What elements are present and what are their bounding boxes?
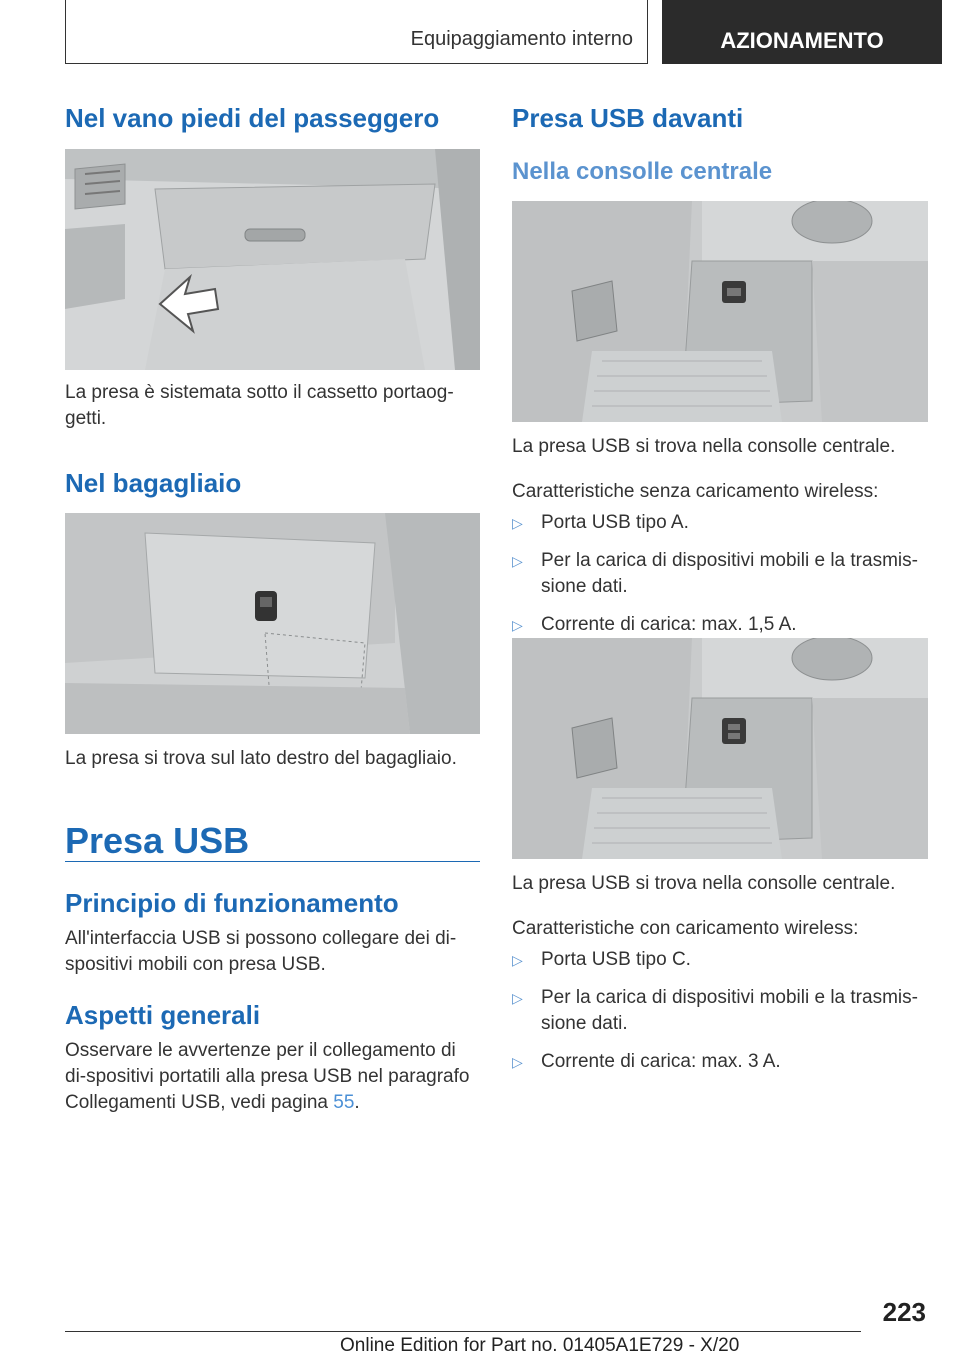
heading-front-usb: Presa USB davanti [512, 103, 744, 133]
intro-without-wireless: Caratteristiche senza caricamento wireless: [512, 481, 879, 502]
title-usb: Presa USB [65, 820, 250, 861]
title-underline [65, 861, 480, 862]
heading-general: Aspetti generali [65, 1000, 261, 1030]
page-number: 223 [882, 1297, 926, 1327]
list-item: ▷ Per la carica di dispositivi mobili e la trasmis-sione dati. [512, 987, 918, 1034]
subheading-center-console: Nella consolle centrale [512, 158, 773, 185]
list-item: ▷ Per la carica di dispositivi mobili e la trasmis-sione dati. [512, 550, 918, 597]
caption-console-usb-a: La presa USB si trova nella consolle centrale. [512, 436, 896, 457]
list-with-wireless [512, 947, 928, 1087]
footer-rule [65, 1331, 861, 1332]
heading-principle: Principio di funzionamento [65, 888, 399, 918]
list-item: ▷ Porta USB tipo C. [512, 947, 928, 973]
list-without-wireless [512, 510, 928, 650]
text-principle: All'interfaccia USB si possono collegare dei di-spositivi mobili con presa USB. [65, 928, 457, 975]
footer-edition: Online Edition for Part no. 01405A1E729 - X/20 [340, 1335, 740, 1356]
heading-trunk: Nel bagagliaio [65, 468, 242, 498]
image-trunk [65, 513, 480, 734]
intro-with-wireless: Caratteristiche con caricamento wireless: [512, 918, 859, 939]
list-item: ▷ Corrente di carica: max. 3 A. [512, 1049, 928, 1075]
heading-passenger-footwell: Nel vano piedi del passeggero [65, 103, 440, 133]
triangle-bullet-icon: ▷ [512, 990, 523, 1006]
page-link[interactable]: 55 [333, 1092, 355, 1113]
caption-console-usb-c: La presa USB si trova nella consolle centrale. [512, 873, 896, 894]
caption-passenger-footwell: La presa è sistemata sotto il cassetto portaog-getti. [65, 382, 454, 429]
header-chapter-tab[interactable]: AZIONAMENTO [662, 0, 942, 64]
triangle-bullet-icon: ▷ [512, 1054, 523, 1070]
list-item: ▷ Porta USB tipo A. [512, 510, 928, 536]
image-passenger-footwell [65, 149, 480, 370]
list-item: ▷ Corrente di carica: max. 1,5 A. [512, 612, 928, 638]
image-console-usb-a [512, 201, 928, 422]
triangle-bullet-icon: ▷ [512, 617, 523, 633]
text-general: Osservare le avvertenze per il collegamento di di-spositivi portatili alla presa USB nel paragrafo Collegamenti USB, vedi pagina 55. [65, 1040, 470, 1113]
caption-trunk: La presa si trova sul lato destro del bagagliaio. [65, 748, 457, 769]
triangle-bullet-icon: ▷ [512, 952, 523, 968]
header-section-title: Equipaggiamento interno [410, 28, 633, 50]
triangle-bullet-icon: ▷ [512, 515, 523, 531]
image-console-usb-c [512, 638, 928, 859]
header-box [65, 0, 648, 64]
triangle-bullet-icon: ▷ [512, 553, 523, 569]
